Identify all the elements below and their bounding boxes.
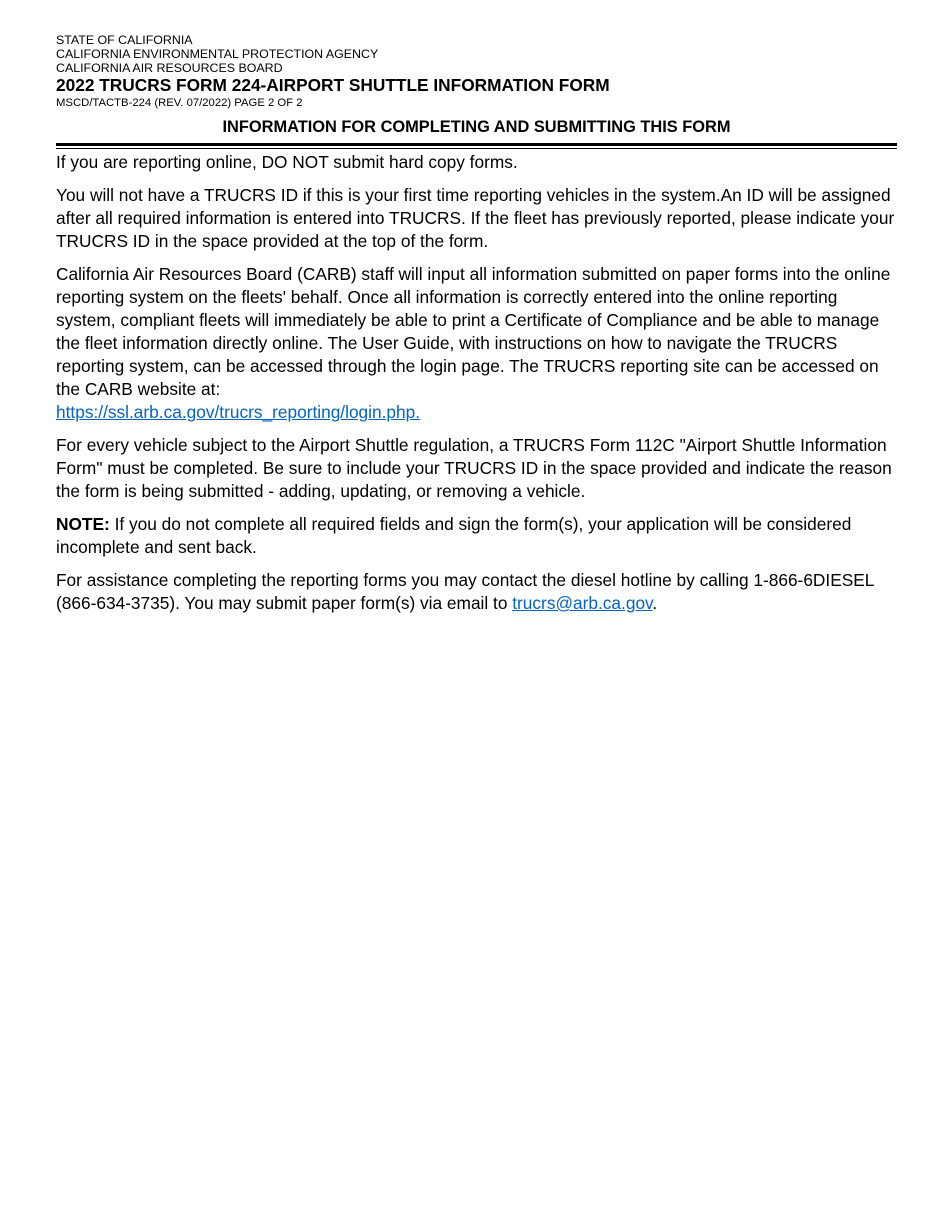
section-divider-thick <box>56 143 897 146</box>
paragraph-vehicle-form: For every vehicle subject to the Airport Shuttle regulation, a TRUCRS Form 112C "Airport Shuttle Information Form" must be completed. Be sure to include your TRUCRS ID in the space provided and indicate the reason the form is being submitted - adding, updating, or removing a vehicle. <box>56 435 892 501</box>
paragraph-carb-staff-text: California Air Resources Board (CARB) staff will input all information submitted on paper forms into the online reporting system on the fleets' behalf. Once all information is correctly entered into the online reporting system, compliant fleets will immediately be able to print a Certificate of Compliance and be able to manage the fleet information directly online. The User Guide, with instructions on how to navigate the TRUCRS reporting system, can be accessed through the login page. The TRUCRS reporting site can be accessed on the CARB website at: <box>56 264 891 399</box>
header-state: STATE OF CALIFORNIA <box>56 33 193 47</box>
form-title: 2022 TRUCRS FORM 224-AIRPORT SHUTTLE INFORMATION FORM <box>56 75 610 95</box>
assistance-end: . <box>652 593 658 613</box>
header-board: CALIFORNIA AIR RESOURCES BOARD <box>56 61 283 75</box>
trucrs-login-link[interactable]: https://ssl.arb.ca.gov/trucrs_reporting/login.php. <box>56 402 421 422</box>
paragraph-trucrs-id: You will not have a TRUCRS ID if this is your first time reporting vehicles in the system.An ID will be assigned after all required information is entered into TRUCRS. If the fleet has previously reported, please indicate your TRUCRS ID in the space provided at the top of the form. <box>56 185 895 251</box>
paragraph-note <box>56 513 897 559</box>
assistance-text: For assistance completing the reporting forms you may contact the diesel hotline by calling 1-866-6DIESEL (866-634-3735). You may submit paper form(s) via email to <box>56 570 874 613</box>
note-text: If you do not complete all required fields and sign the form(s), your application will be considered incomplete and sent back. <box>56 514 852 557</box>
section-divider-thin <box>56 148 897 149</box>
form-header <box>56 33 897 110</box>
paragraph-online-reporting: If you are reporting online, DO NOT submit hard copy forms. <box>56 152 518 172</box>
section-title: INFORMATION FOR COMPLETING AND SUBMITTING THIS FORM <box>222 118 731 136</box>
document-page <box>56 33 897 615</box>
paragraph-carb-staff <box>56 263 897 424</box>
header-agency: CALIFORNIA ENVIRONMENTAL PROTECTION AGENCY <box>56 47 379 61</box>
instructions-body <box>56 151 897 615</box>
note-label: NOTE: <box>56 514 110 534</box>
form-revision: MSCD/TACTB-224 (REV. 07/2022) PAGE 2 OF 2 <box>56 97 303 109</box>
paragraph-assistance <box>56 569 897 615</box>
email-link[interactable]: trucrs@arb.ca.gov <box>512 593 653 613</box>
